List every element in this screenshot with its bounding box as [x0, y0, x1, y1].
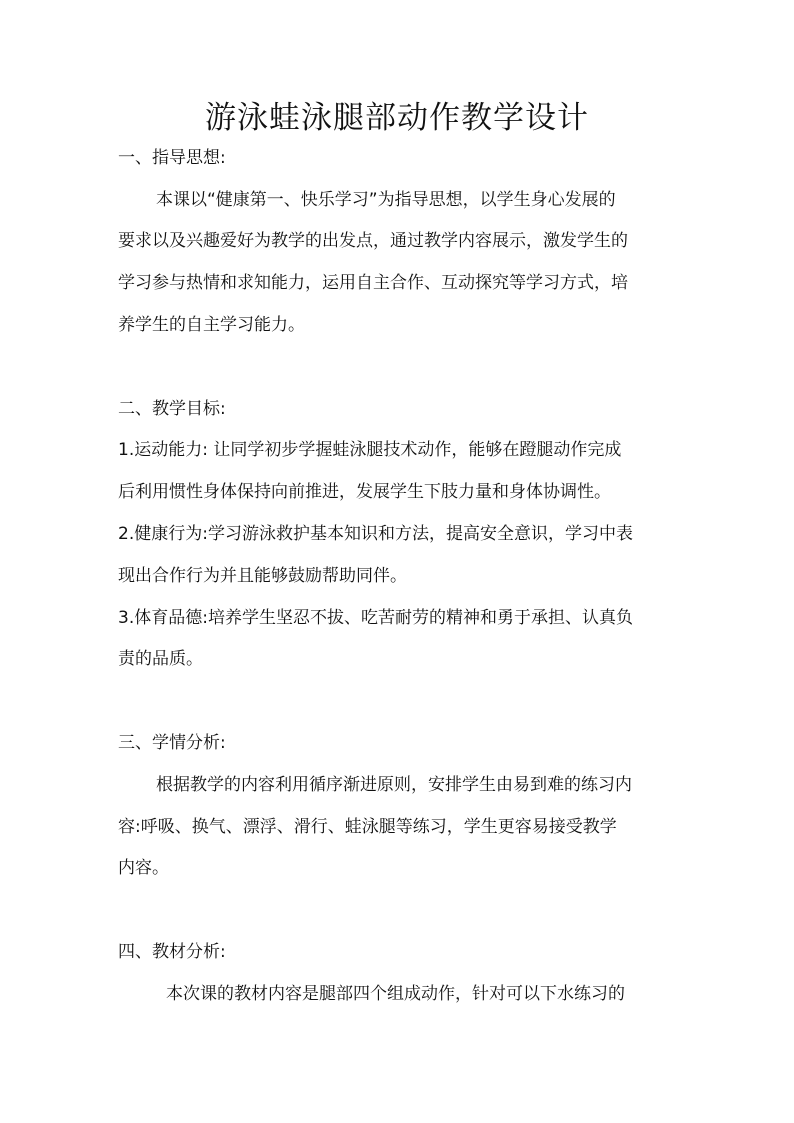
- paragraph-line: 根据教学的内容利用循序渐进原则，安排学生由易到难的练习内: [156, 775, 632, 795]
- paragraph-line: 1.运动能力: 让同学初步学握蛙泳腿技术动作，能够在蹬腿动作完成: [118, 440, 622, 460]
- paragraph-line: 责的品质。: [118, 649, 203, 669]
- section-heading-material-analysis: 四、教材分析:: [118, 942, 226, 962]
- paragraph-line: 3.体育品德:培养学生坚忍不拔、吃苦耐劳的精神和勇于承担、认真负: [118, 608, 633, 628]
- paragraph-line: 现出合作行为并且能够鼓励帮助同伴。: [118, 566, 407, 586]
- paragraph-line: 内容。: [118, 858, 169, 878]
- paragraph-line: 容:呼吸、换气、漂浮、滑行、蛙泳腿等练习，学生更容易接受教学: [118, 817, 617, 837]
- paragraph-line: 本次课的教材内容是腿部四个组成动作，针对可以下水练习的: [166, 984, 625, 1004]
- paragraph-line: 2.健康行为:学习游泳救护基本知识和方法，提高安全意识，学习中表: [118, 524, 633, 544]
- section-heading-teaching-goals: 二、教学目标:: [118, 399, 226, 419]
- paragraph-line: 养学生的自主学习能力。: [118, 315, 305, 335]
- section-heading-guiding-ideology: 一、指导思想:: [118, 148, 226, 168]
- paragraph-line: 后利用惯性身体保持向前推进，发展学生下肢力量和身体协调性。: [118, 482, 611, 502]
- document-title: 游泳蛙泳腿部动作教学设计: [205, 100, 589, 136]
- paragraph-line: 本课以“健康第一、快乐学习”为指导思想，以学生身心发展的: [156, 190, 616, 210]
- paragraph-line: 要求以及兴趣爱好为教学的出发点，通过教学内容展示，激发学生的: [118, 231, 628, 251]
- paragraph-line: 学习参与热情和求知能力，运用自主合作、互动探究等学习方式，培: [118, 273, 628, 293]
- section-heading-learning-analysis: 三、学情分析:: [118, 733, 226, 753]
